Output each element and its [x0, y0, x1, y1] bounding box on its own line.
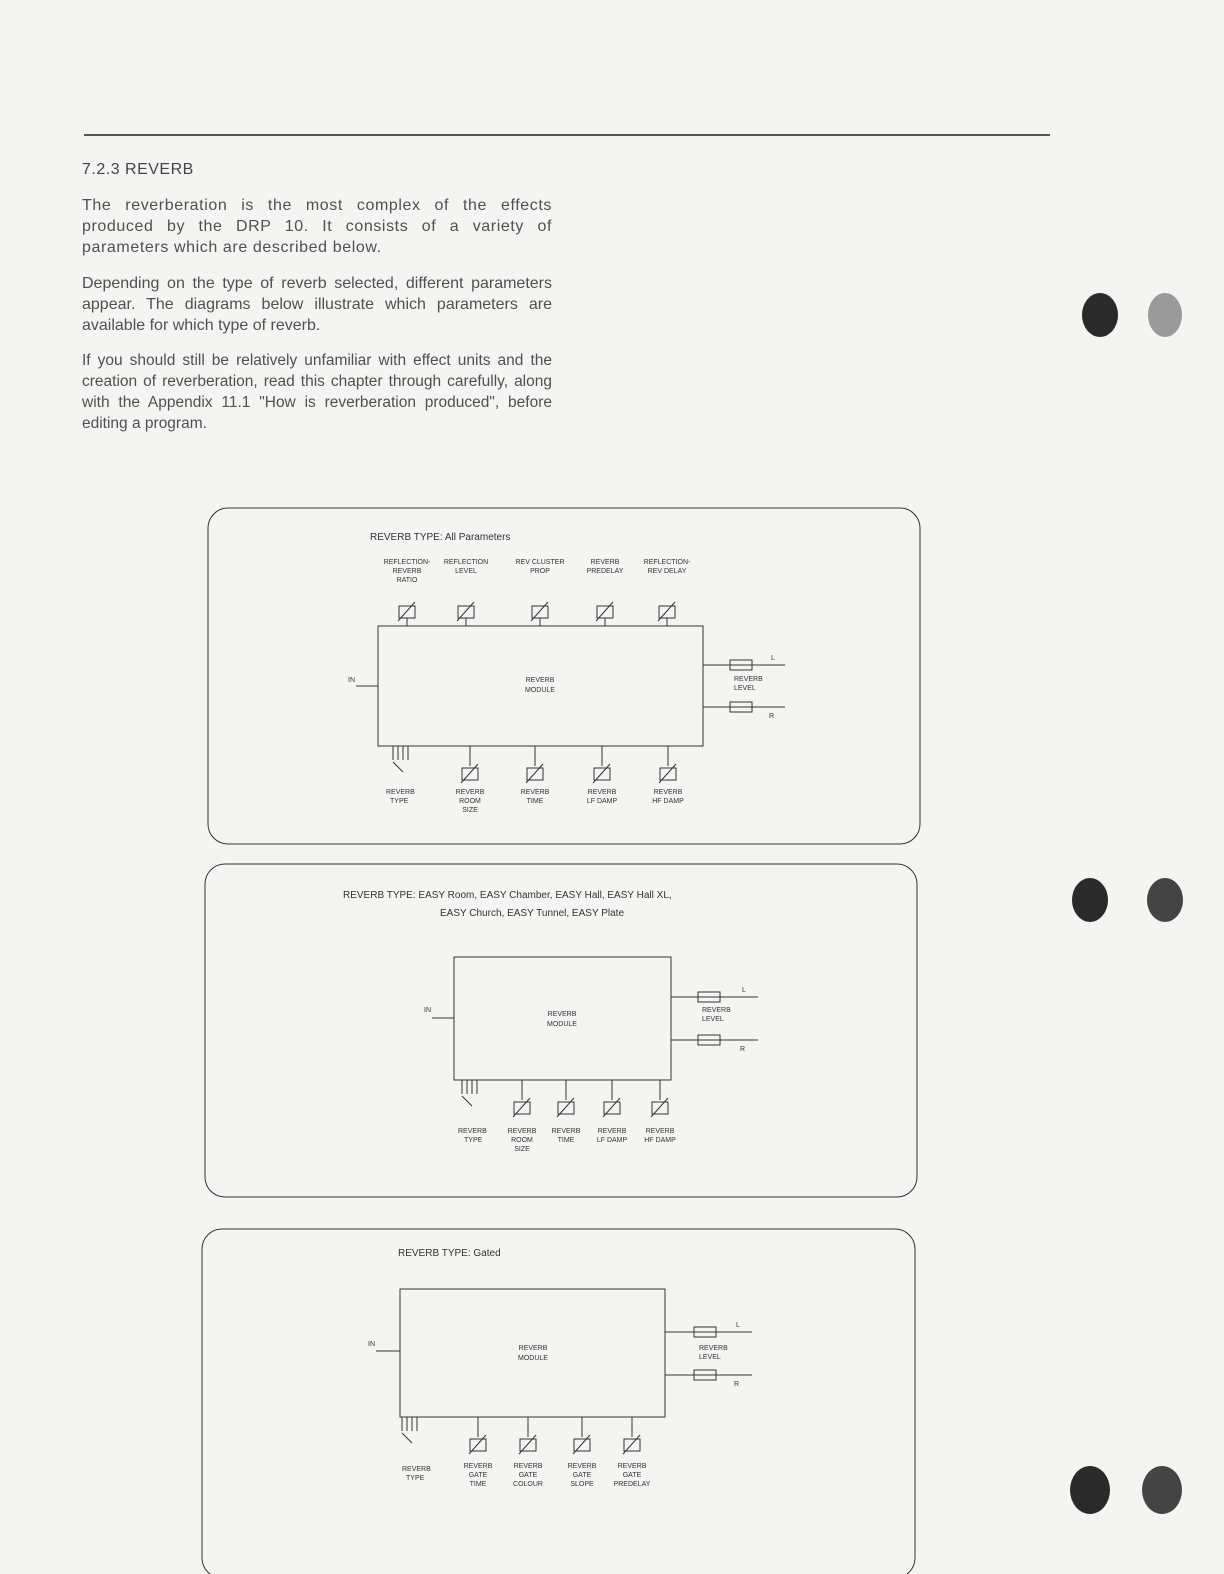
diagram-caption-line2: EASY Church, EASY Tunnel, EASY Plate	[440, 908, 624, 919]
top-param-label: LEVEL	[455, 568, 477, 575]
top-param-label: REVERB	[392, 568, 422, 575]
type-label: REVERB	[458, 1128, 487, 1135]
pot-icon	[462, 768, 478, 780]
input-label: IN	[348, 677, 355, 684]
level-label: LEVEL	[699, 1354, 721, 1361]
module-label: REVERB	[525, 677, 555, 684]
bottom-param-label: GATE	[572, 1472, 592, 1479]
paragraph-advice: If you should still be relatively unfamiliar with effect units and the creation of reverberation, read this chapter through carefully, along with the Appendix 11.1 "How is reverberation produced", before editing a program.	[82, 352, 552, 432]
pot-icon	[470, 1439, 486, 1451]
bottom-param-label: REVERB	[597, 1128, 627, 1135]
bottom-param-label: PREDELAY	[613, 1481, 651, 1488]
bottom-param-label: TIME	[469, 1481, 487, 1488]
level-label: REVERB	[734, 676, 763, 683]
top-param-label: PREDELAY	[586, 568, 624, 575]
bottom-param-label: ROOM	[511, 1137, 533, 1144]
level-label: LEVEL	[702, 1016, 724, 1023]
type-label: TYPE	[390, 798, 409, 805]
diagram-caption: REVERB TYPE: All Parameters	[370, 532, 511, 543]
reverb-module-box	[378, 626, 703, 746]
switch-lever-icon	[462, 1096, 472, 1106]
pot-icon	[520, 1439, 536, 1451]
bottom-param-label: COLOUR	[513, 1481, 543, 1488]
diagram-frame	[202, 1229, 915, 1574]
top-param-label: REFLECTION-	[383, 559, 431, 566]
binder-hole-icon	[1147, 878, 1183, 922]
top-param-label: REFLECTION	[443, 559, 489, 566]
level-label: REVERB	[702, 1007, 731, 1014]
binder-hole-icon	[1142, 1466, 1182, 1514]
reverb-module-box	[400, 1289, 665, 1417]
bottom-param-label: REVERB	[507, 1128, 537, 1135]
output-r-label: R	[740, 1046, 746, 1053]
binder-hole-icon	[1072, 878, 1108, 922]
pot-icon	[597, 606, 613, 618]
type-label: REVERB	[402, 1466, 431, 1473]
bottom-param-label: GATE	[468, 1472, 488, 1479]
bottom-param-label: LF DAMP	[586, 798, 618, 805]
type-label: TYPE	[406, 1475, 425, 1482]
bottom-param-label: GATE	[518, 1472, 538, 1479]
bottom-param-label: REVERB	[645, 1128, 675, 1135]
pot-icon	[558, 1102, 574, 1114]
type-label: TYPE	[464, 1137, 483, 1144]
top-param-label: REVERB	[590, 559, 620, 566]
pot-icon	[399, 606, 415, 618]
bottom-param-label: SIZE	[462, 807, 478, 814]
pot-icon	[660, 768, 676, 780]
reverb-module-box	[454, 957, 671, 1080]
bottom-param-label: REVERB	[653, 789, 683, 796]
binder-holes	[1070, 293, 1183, 1514]
pot-icon	[574, 1439, 590, 1451]
pot-icon	[514, 1102, 530, 1114]
pot-icon	[652, 1102, 668, 1114]
top-param-label: REV CLUSTER	[515, 559, 565, 566]
module-label: REVERB	[518, 1345, 548, 1352]
top-param-label: PROP	[530, 568, 550, 575]
bottom-param-label: REVERB	[567, 1463, 597, 1470]
section-title: 7.2.3 REVERB	[82, 161, 194, 178]
bottom-param-label: TIME	[557, 1137, 575, 1144]
diagram-caption: REVERB TYPE: Gated	[398, 1248, 501, 1259]
input-label: IN	[368, 1341, 375, 1348]
top-param-label: REV DELAY	[647, 568, 687, 575]
pot-icon	[659, 606, 675, 618]
paragraph-intro: The reverberation is the most complex of the effects produced by the DRP 10. It consists of a variety of parameters which are described below.	[82, 197, 552, 256]
top-param-label: REFLECTION-	[643, 559, 691, 566]
output-r-label: R	[734, 1381, 740, 1388]
diagram-gated	[202, 1229, 915, 1574]
pot-icon	[624, 1439, 640, 1451]
output-l-label: L	[736, 1322, 740, 1329]
bottom-param-label: SIZE	[514, 1146, 530, 1153]
output-l-label: L	[771, 655, 775, 662]
switch-lever-icon	[402, 1433, 412, 1443]
switch-lever-icon	[393, 762, 403, 772]
module-label: REVERB	[547, 1011, 577, 1018]
diagram-caption: REVERB TYPE: EASY Room, EASY Chamber, EASY Hall, EASY Hall XL,	[343, 890, 672, 901]
input-label: IN	[424, 1007, 431, 1014]
pot-icon	[604, 1102, 620, 1114]
output-l-label: L	[742, 987, 746, 994]
module-label: MODULE	[525, 687, 555, 694]
bottom-param-label: HF DAMP	[652, 798, 684, 805]
bottom-param-label: REVERB	[455, 789, 485, 796]
bottom-param-label: REVERB	[551, 1128, 581, 1135]
module-label: MODULE	[547, 1021, 577, 1028]
bottom-param-label: TIME	[526, 798, 544, 805]
binder-hole-icon	[1148, 293, 1182, 337]
binder-hole-icon	[1070, 1466, 1110, 1514]
bottom-param-label: GATE	[622, 1472, 642, 1479]
bottom-param-label: SLOPE	[570, 1481, 594, 1488]
bottom-param-label: LF DAMP	[596, 1137, 628, 1144]
bottom-param-label: ROOM	[459, 798, 481, 805]
output-r-label: R	[769, 713, 775, 720]
pot-icon	[527, 768, 543, 780]
pot-icon	[594, 768, 610, 780]
pot-icon	[532, 606, 548, 618]
level-label: LEVEL	[734, 685, 756, 692]
bottom-param-label: REVERB	[587, 789, 617, 796]
bottom-param-label: REVERB	[513, 1463, 543, 1470]
bottom-param-label: REVERB	[520, 789, 550, 796]
bottom-param-label: HF DAMP	[644, 1137, 676, 1144]
module-label: MODULE	[518, 1355, 548, 1362]
pot-icon	[458, 606, 474, 618]
level-label: REVERB	[699, 1345, 728, 1352]
bottom-param-label: REVERB	[617, 1463, 647, 1470]
diagram-easy-types	[205, 864, 917, 1197]
paragraph-types: Depending on the type of reverb selected, different parameters appear. The diagrams below illustrate which parameters are available for which type of reverb.	[82, 275, 552, 334]
type-label: REVERB	[386, 789, 415, 796]
bottom-param-label: REVERB	[463, 1463, 493, 1470]
binder-hole-icon	[1082, 293, 1118, 337]
top-param-label: RATIO	[396, 577, 418, 584]
